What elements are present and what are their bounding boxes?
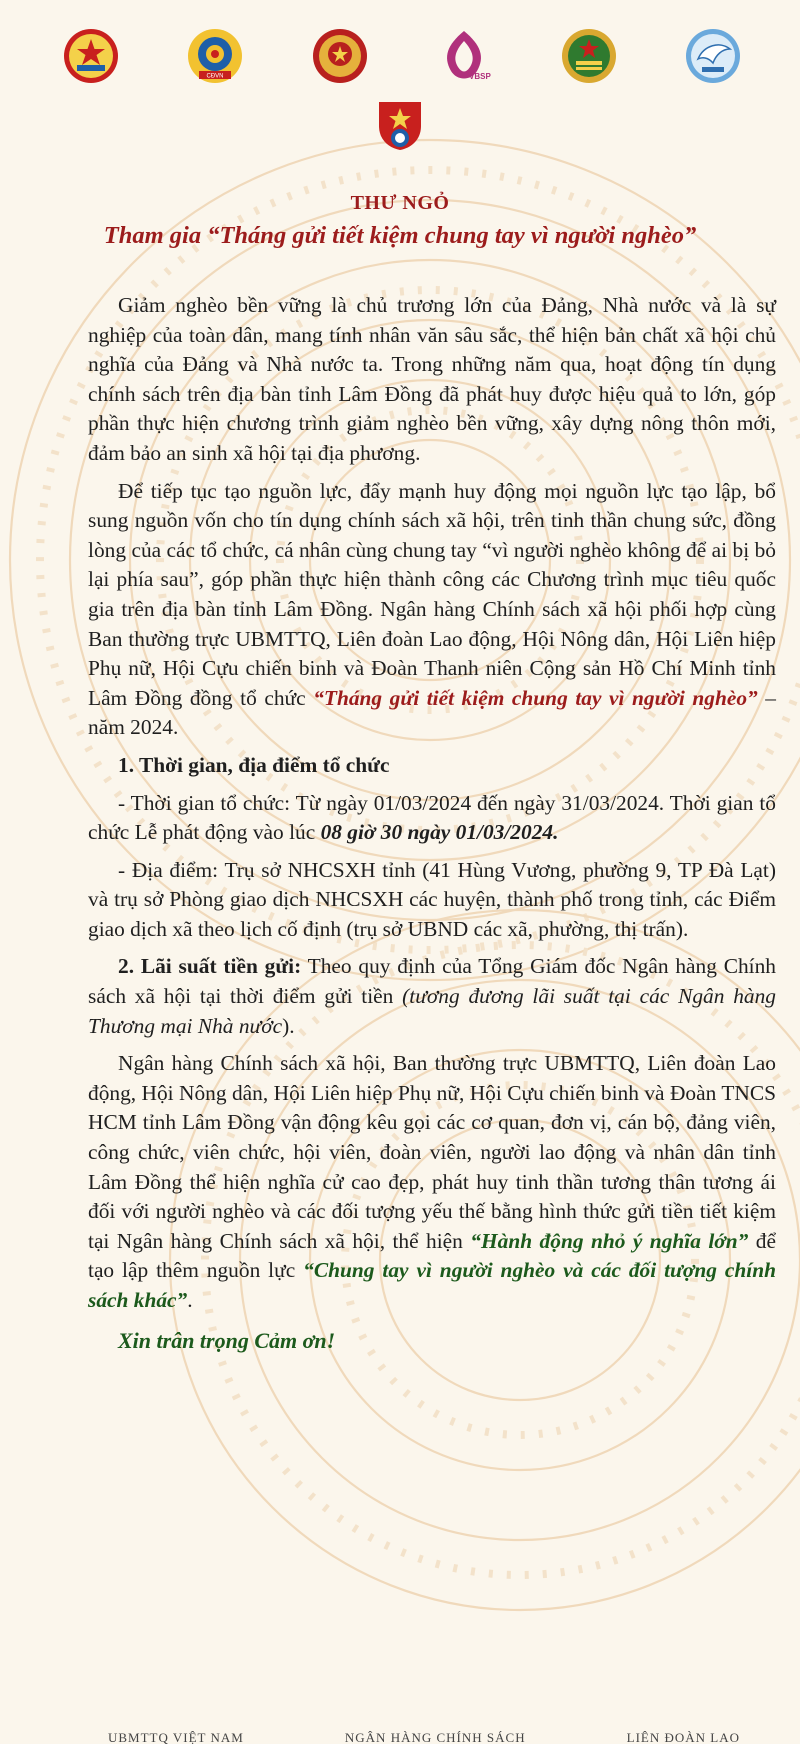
signature-footer	[0, 1730, 800, 1744]
vbsp-bank-logo	[435, 27, 493, 85]
vietnam-fatherland-front-logo	[62, 27, 120, 85]
thanks-line: Xin trân trọng Cảm ơn!	[118, 1327, 336, 1353]
paragraph-call-to-action: Ngân hàng Chính sách xã hội, Ban thường trực UBMTTQ, Liên đoàn Lao động, Hội Nông dân, Hội Liên hiệp Phụ nữ, Hội Cựu chiến binh và Đoàn TNCS HCM tỉnh Lâm Đồng vận động kêu gọi các cơ quan, đơn vị, cán bộ, đảng viên, công chức, viên chức, hội viên, đoàn viên, người lao động và nhân dân tỉnh Lâm Đồng thể hiện nghĩa cử cao đẹp, phát huy tinh thần tương thân tương ái đối với người nghèo và các đối tượng yếu thế bằng hình thức gửi tiền tiết kiệm tại Ngân hàng Chính sách xã hội, thể hiện “Hành động nhỏ ý nghĩa lớn” để tạo lập thêm nguồn lực “Chung tay vì người nghèo và các đối tượng chính sách khác”.	[88, 1051, 776, 1312]
youth-union-logo	[371, 96, 429, 154]
launch-datetime: 08 giờ 30 ngày 01/03/2024.	[320, 820, 559, 845]
veterans-association-logo	[311, 27, 369, 85]
labor-confederation-logo	[186, 27, 244, 85]
womens-union-logo	[684, 27, 742, 85]
paragraph-intro: Giảm nghèo bền vững là chủ trương lớn của Đảng, Nhà nước và là sự nghiệp của toàn dân, mang tính nhân văn sâu sắc, thể hiện bản chất xã hội chủ nghĩa của Đảng và Nhà nước ta. Trong những năm qua, hoạt động tín dụng chính sách trên địa bàn tỉnh Lâm Đồng đã phát huy được hiệu quả to lớn, góp phần thực hiện chương trình giảm nghèo bền vững, xây dựng nông thôn mới, đảm bảo an sinh xã hội tại địa phương.	[88, 293, 776, 465]
section-2-heading: 2. Lãi suất tiền gửi:	[118, 954, 302, 979]
svg-text:CĐVN: CĐVN	[206, 73, 224, 80]
slogan-small-action: “Hành động nhỏ ý nghĩa lớn”	[470, 1228, 749, 1253]
page-title: THƯ NGỎ	[350, 192, 450, 214]
footer-org-1: UBMTTQ VIỆT NAM	[108, 1730, 244, 1744]
section-1-time: - Thời gian tổ chức: Từ ngày 01/03/2024 đến ngày 31/03/2024. Thời gian tổ chức Lễ phát động vào lúc 08 giờ 30 ngày 01/03/2024.	[88, 790, 776, 845]
footer-org-2: NGÂN HÀNG CHÍNH SÁCH	[344, 1730, 526, 1744]
section-1-place: - Địa điểm: Trụ sở NHCSXH tỉnh (41 Hùng Vương, phường 9, TP Đà Lạt) và trụ sở Phòng giao dịch NHCSXH các huyện, thành phố trong tỉnh, các Điểm giao dịch xã theo lịch cố định (trụ sở UBND các xã, phường, thị trấn).	[88, 857, 776, 941]
farmers-association-logo	[560, 27, 618, 85]
section-1-heading: 1. Thời gian, địa điểm tổ chức	[118, 752, 390, 777]
logo-row	[0, 0, 800, 90]
letter-body	[88, 291, 776, 1316]
slogan-join-hands: “Chung tay vì người nghèo và các đối tượng chính sách khác”	[88, 1258, 776, 1312]
paragraph-campaign: Để tiếp tục tạo nguồn lực, đẩy mạnh huy động mọi nguồn lực tạo lập, bổ sung nguồn vốn cho tín dụng chính sách xã hội, trên tinh thần chung sức, đồng lòng của các tổ chức, cá nhân cùng chung tay “vì người nghèo không để ai bị bỏ lại phía sau”, góp phần thực hiện thành công các Chương trình mục tiêu quốc gia trên địa bàn tỉnh Lâm Đồng. Ngân hàng Chính sách xã hội phối hợp cùng Ban thường trực UBMTTQ, Liên đoàn Lao động, Hội Nông dân, Hội Liên hiệp Phụ nữ, Hội Cựu chiến binh và Đoàn Thanh niên Cộng sản Hồ Chí Minh tỉnh Lâm Đồng đồng tổ chức “Tháng gửi tiết kiệm chung tay vì người nghèo” – năm 2024.	[88, 478, 776, 740]
page-subtitle: Tham gia “Tháng gửi tiết kiệm chung tay vì người nghèo”	[103, 222, 697, 249]
section-2-interest: 2. Lãi suất tiền gửi: Theo quy định của Tổng Giám đốc Ngân hàng Chính sách xã hội tại thời điểm gửi tiền (tương đương lãi suất tại các Ngân hàng Thương mại Nhà nước).	[88, 954, 776, 1038]
svg-text:VBSP: VBSP	[469, 72, 491, 81]
campaign-name: “Tháng gửi tiết kiệm chung tay vì người nghèo”	[313, 685, 758, 710]
footer-org-3: LIÊN ĐOÀN LAO	[626, 1730, 740, 1744]
